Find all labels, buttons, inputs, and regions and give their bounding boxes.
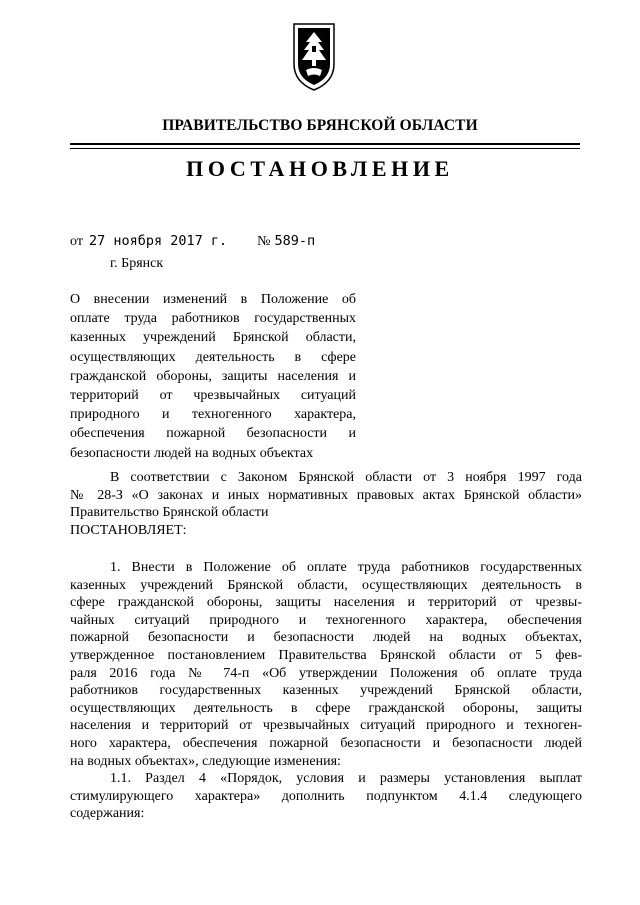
- paragraph-line: ного характера, обеспечения пожарной безопасности и безопасности людей: [70, 735, 582, 751]
- preamble-line: В соответствии с Законом Брянской области от 3 ноября 1997 года: [110, 470, 582, 485]
- subject-line: казенных учреждений Брянской области,: [70, 330, 356, 346]
- paragraph-1: [70, 559, 582, 823]
- paragraph-line: на водных объектах», следующие изменения:: [70, 753, 341, 769]
- paragraph-line: казенных учреждений Брянской области, осуществляющих деятельность в: [70, 577, 582, 593]
- subject-line: природного и техногенного характера,: [70, 407, 356, 423]
- paragraph-line: осуществляющих деятельность в сфере гражданской обороны, защиты: [70, 700, 582, 716]
- preamble-line: № 28-З «О законах и иных нормативных правовых актах Брянской области»: [70, 487, 582, 503]
- subparagraph-line: стимулирующего характера» дополнить подпунктом 4.1.4 следующего: [70, 788, 582, 804]
- document-number: 589-п: [274, 233, 316, 249]
- document-date: 27 ноября 2017 г.: [88, 233, 228, 249]
- subparagraph-line: содержания:: [70, 806, 145, 822]
- resolves-heading: ПОСТАНОВЛЯЕТ:: [70, 522, 187, 538]
- paragraph-line: работников государственных казенных учреждений Брянской области,: [70, 683, 582, 699]
- paragraph-line: чайных ситуаций природного и техногенного характера, обеспечения: [70, 612, 582, 628]
- paragraph-line: сфере гражданской обороны, защиты населения и территорий от чрезвы-: [70, 595, 582, 611]
- document-subject: [70, 290, 356, 463]
- document-type: ПОСТАНОВЛЕНИЕ: [186, 156, 454, 181]
- date-number-line: [70, 233, 315, 250]
- header-rule-thin: [70, 148, 580, 149]
- subparagraph-line: 1.1. Раздел 4 «Порядок, условия и размеры установления выплат: [110, 771, 582, 787]
- preamble-line: Правительство Брянской области: [70, 505, 269, 521]
- header-rule-thick: [70, 143, 580, 145]
- paragraph-line: 1. Внести в Положение об оплате труда работников государственных: [110, 560, 582, 575]
- paragraph-line: населения и территорий от чрезвычайных ситуаций природного и техноген-: [70, 718, 582, 734]
- organization-name: ПРАВИТЕЛЬСТВО БРЯНСКОЙ ОБЛАСТИ: [162, 117, 478, 134]
- preamble: [70, 469, 582, 539]
- subject-line: обеспечения пожарной безопасности и: [70, 426, 356, 442]
- city: г. Брянск: [110, 256, 164, 271]
- number-label: №: [257, 234, 271, 249]
- subject-line: территорий от чрезвычайных ситуаций: [70, 388, 356, 404]
- paragraph-line: утвержденное постановлением Правительства Брянской области от 5 фев-: [70, 647, 582, 663]
- subject-line: оплате труда работников государственных: [70, 311, 356, 327]
- paragraph-line: раля 2016 года № 74-п «Об утверждении Положения об оплате труда: [70, 665, 582, 681]
- paragraph-line: пожарной безопасности и безопасности людей на водных объектах,: [70, 630, 582, 646]
- subject-line: безопасности людей на водных объектах: [70, 445, 314, 461]
- subject-line: О внесении изменений в Положение об: [70, 292, 356, 307]
- coat-of-arms-emblem: [286, 20, 342, 92]
- subject-line: гражданской обороны, защиты населения и: [70, 368, 356, 384]
- subject-line: осуществляющих деятельность в сфере: [70, 349, 356, 365]
- from-label: от: [70, 234, 83, 249]
